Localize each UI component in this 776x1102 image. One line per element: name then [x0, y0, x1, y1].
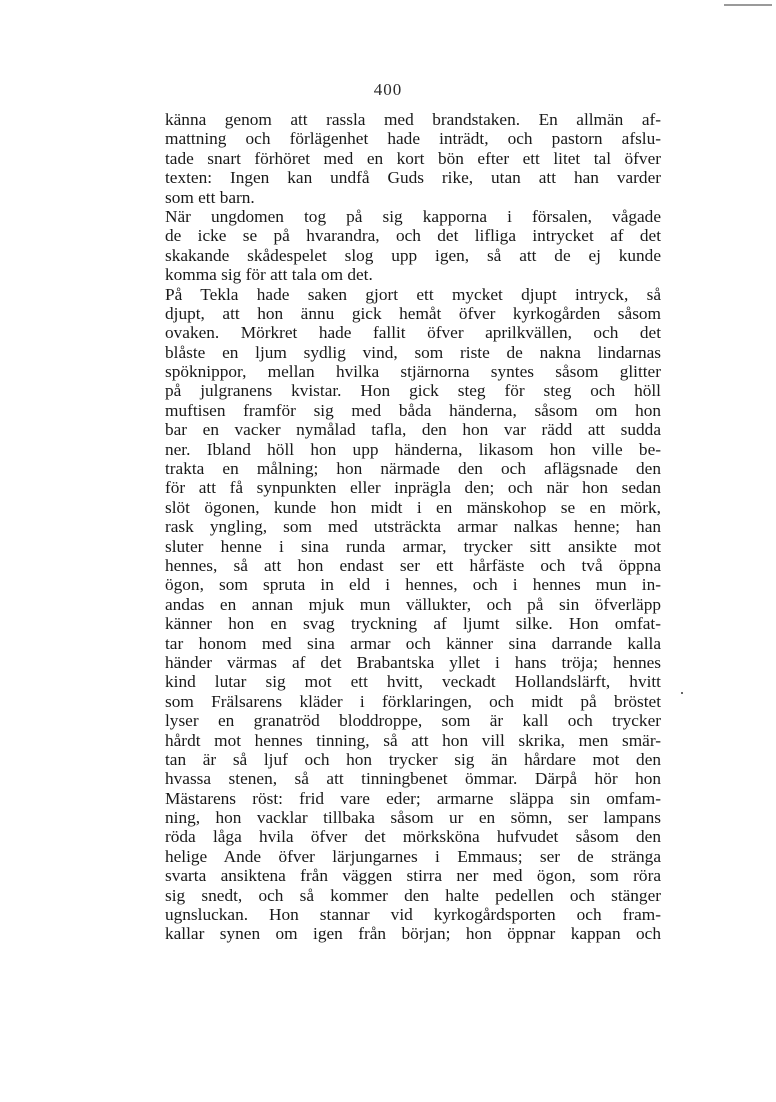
text-line: ovaken. Mörkret hade fallit öfver aprilkvällen, och det — [165, 323, 661, 343]
text-line: ugnsluckan. Hon stannar vid kyrkogårdsporten och fram- — [165, 905, 661, 925]
text-line: mattning och förlägenhet hade inträdt, och pastorn afslu- — [165, 129, 661, 149]
margin-speck — [681, 692, 683, 694]
text-line: på julgranens kvistar. Hon gick steg för steg och höll — [165, 381, 661, 401]
text-line: de icke se på hvarandra, och det lifliga intrycket af det — [165, 226, 661, 246]
text-line: lyser en granatröd bloddroppe, som är kall och trycker — [165, 711, 661, 731]
text-line: muftisen framför sig med båda händerna, såsom om hon — [165, 400, 661, 420]
text-line: På Tekla hade saken gjort ett mycket djupt intryck, så — [165, 284, 661, 304]
text-line: hennes, så att hon endast ser ett hårfäste och två öppna — [165, 555, 661, 575]
text-line: tade snart förhöret med en kort bön efter ett litet tal öfver — [165, 148, 661, 168]
text-line: händer värmas af det Brabantska yllet i hans tröja; hennes — [165, 652, 661, 672]
text-line: ner. Ibland höll hon upp händerna, likasom hon ville be- — [165, 439, 661, 459]
text-line: känner hon en svag tryckning af ljumt silke. Hon omfat- — [165, 614, 661, 634]
text-line: som ett barn. — [165, 187, 255, 207]
text-line: slöt ögonen, kunde hon midt i en mänskohop se en mörk, — [165, 497, 661, 517]
body-text — [165, 110, 661, 944]
text-line: sig snedt, och så kommer den halte pedellen och stänger — [165, 885, 661, 905]
text-line: känna genom att rassla med brandstaken. En allmän af- — [165, 110, 661, 129]
text-line: kind lutar sig mot ett hvitt, veckadt Hollandslärft, hvitt — [165, 672, 661, 692]
text-line: tan är så ljuf och hon trycker sig än hårdare mot den — [165, 749, 661, 769]
text-line: ning, hon vacklar tillbaka såsom ur en sömn, ser lampans — [165, 808, 661, 828]
text-line: djupt, att hon ännu gick hemåt öfver kyrkogården såsom — [165, 303, 661, 323]
page-number: 400 — [373, 80, 403, 99]
text-line: När ungdomen tog på sig kapporna i försalen, vågade — [165, 206, 661, 226]
text-line: hvassa stenen, så att tinningbenet ömmar. Därpå hör hon — [165, 769, 661, 789]
text-line: röda låga hvila öfver det mörksköna hufvudet såsom den — [165, 827, 661, 847]
text-line: spöknippor, mellan hvilka stjärnorna syntes såsom glitter — [165, 362, 661, 382]
text-line: skakande skådespelet slog upp igen, så att de ej kunde — [165, 245, 661, 265]
text-line: helige Ande öfver lärjungarnes i Emmaus; ser de stränga — [165, 846, 661, 866]
scan-edge-mark — [724, 4, 772, 6]
text-line: kallar synen om igen från början; hon öppnar kappan och — [165, 924, 661, 944]
text-line: trakta en målning; hon närmade den och aflägsnade den — [165, 459, 661, 479]
text-line: sluter henne i sina runda armar, trycker sitt ansikte mot — [165, 536, 661, 556]
text-line: blåste en ljum sydlig vind, som riste de nakna lindarnas — [165, 342, 661, 362]
text-line: texten: Ingen kan undfå Guds rike, utan att han varder — [165, 168, 661, 188]
text-line: tar honom med sina armar och känner sina darrande kalla — [165, 633, 661, 653]
text-line: komma sig för att tala om det. — [165, 265, 373, 285]
text-line: för att få synpunkten eller inprägla den; och när hon sedan — [165, 478, 661, 498]
text-line: som Frälsarens kläder i förklaringen, och midt på bröstet — [165, 691, 661, 711]
text-line: hårdt mot hennes tinning, så att hon vill skrika, men smär- — [165, 730, 661, 750]
text-line: svarta ansiktena från väggen stirra ner med ögon, som röra — [165, 866, 661, 886]
text-line: rask yngling, som med utsträckta armar nalkas henne; han — [165, 517, 661, 537]
text-line: bar en vacker nymålad tafla, den hon var rädd att sudda — [165, 420, 661, 440]
text-line: Mästarens röst: frid vare eder; armarne släppa sin omfam- — [165, 788, 661, 808]
text-line: ögon, som spruta in eld i hennes, och i hennes mun in- — [165, 575, 661, 595]
text-line: andas en annan mjuk mun vällukter, och på sin öfverläpp — [165, 594, 661, 614]
